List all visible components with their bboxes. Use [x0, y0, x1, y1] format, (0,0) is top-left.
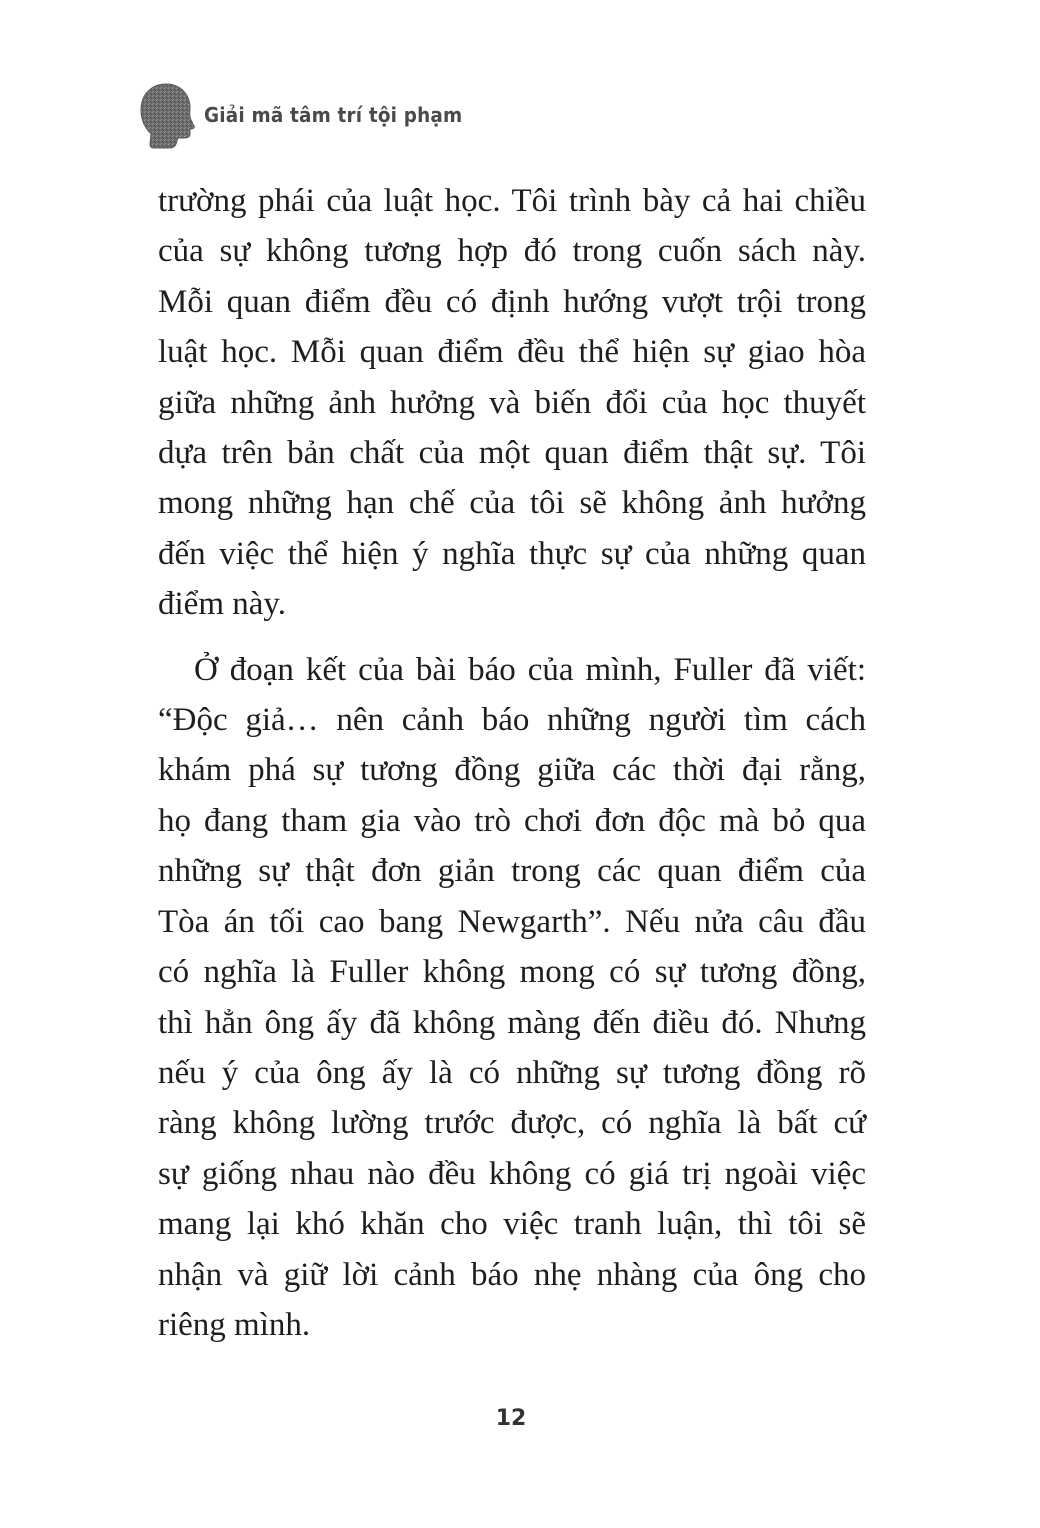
paragraph — [158, 645, 866, 1351]
text-line: họ đang tham gia vào trò chơi đơn độc mà bỏ qua — [158, 802, 866, 839]
text-line: Ở đoạn kết của bài báo của mình, Fuller đã viết: — [194, 651, 866, 688]
paragraph — [158, 176, 866, 630]
book-title: Giải mã tâm trí tội phạm — [204, 103, 463, 127]
running-head — [136, 80, 485, 150]
text-line: khám phá sự tương đồng giữa các thời đại rằng, — [158, 752, 866, 789]
text-line: trường phái của luật học. Tôi trình bày cả hai chiều — [158, 183, 866, 219]
body-text — [158, 176, 866, 1350]
text-line: thì hẳn ông ấy đã không màng đến điều đó. Nhưng — [158, 1004, 866, 1041]
head-silhouette-icon — [136, 80, 196, 150]
text-line: nhận và giữ lời cảnh báo nhẹ nhàng của ông cho — [158, 1256, 866, 1293]
text-line: những sự thật đơn giản trong các quan điểm của — [158, 853, 866, 890]
text-line: của sự không tương hợp đó trong cuốn sách này. — [158, 233, 866, 270]
text-line: sự giống nhau nào đều không có giá trị ngoài việc — [158, 1155, 866, 1192]
text-line: nếu ý của ông ấy là có những sự tương đồng rõ — [158, 1054, 866, 1091]
text-line: luật học. Mỗi quan điểm đều thể hiện sự giao hòa — [158, 334, 866, 371]
text-line: điểm này. — [158, 586, 286, 623]
text-line: Mỗi quan điểm đều có định hướng vượt trội trong — [158, 283, 866, 320]
text-line: mong những hạn chế của tôi sẽ không ảnh hưởng — [158, 485, 866, 522]
text-line: ràng không lường trước được, có nghĩa là bất cứ — [158, 1105, 866, 1142]
text-line: đến việc thể hiện ý nghĩa thực sự của những quan — [158, 535, 866, 572]
text-line: dựa trên bản chất của một quan điểm thật sự. Tôi — [158, 435, 866, 472]
text-line: giữa những ảnh hưởng và biến đổi của học thuyết — [158, 384, 866, 421]
page-number: 12 — [495, 1406, 527, 1431]
text-line: Tòa án tối cao bang Newgarth”. Nếu nửa câu đầu — [158, 903, 866, 940]
text-line: riêng mình. — [158, 1306, 311, 1343]
text-line: có nghĩa là Fuller không mong có sự tương đồng, — [158, 954, 866, 991]
text-line: “Độc giả… nên cảnh báo những người tìm cách — [158, 702, 866, 739]
text-line: mang lại khó khăn cho việc tranh luận, thì tôi sẽ — [158, 1206, 866, 1243]
